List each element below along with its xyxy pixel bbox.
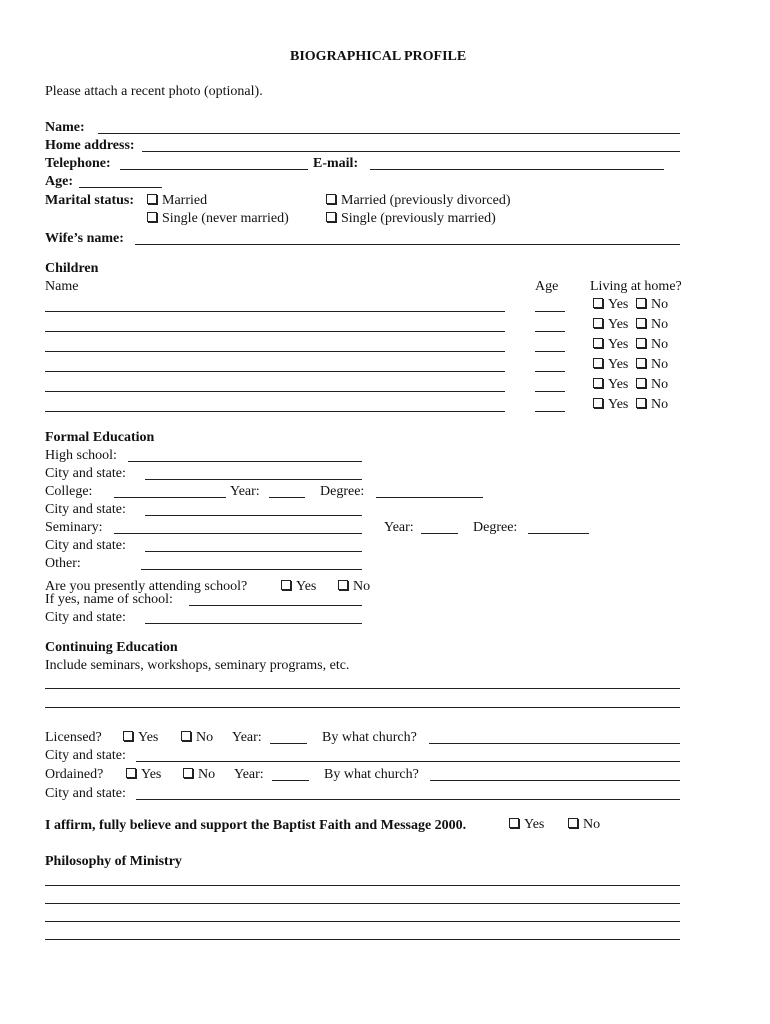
ordained-year-field[interactable] (272, 780, 309, 781)
high-school-city-label: City and state: (45, 466, 126, 481)
affirmation-no-checkbox[interactable] (568, 818, 578, 828)
licensed-city-field[interactable] (136, 761, 680, 762)
child-home-no-text: No (651, 397, 669, 412)
philosophy-line-3[interactable] (45, 921, 680, 922)
affirmation-yes-checkbox[interactable] (509, 818, 519, 828)
licensed-no-text: No (196, 730, 214, 745)
seminary-city-label: City and state: (45, 538, 126, 553)
child-home-no-text: No (651, 317, 669, 332)
child-name-field[interactable] (45, 391, 505, 392)
ordained-church-field[interactable] (430, 780, 680, 781)
high-school-label: High school: (45, 448, 117, 463)
school-city-field[interactable] (145, 623, 362, 624)
home-address-field[interactable] (142, 151, 680, 152)
child-name-field[interactable] (45, 411, 505, 412)
child-home-yes-checkbox[interactable] (593, 358, 603, 368)
photo-note: Please attach a recent photo (optional). (45, 84, 263, 99)
seminary-degree-label: Degree: (473, 520, 518, 535)
affirmation-statement: I affirm, fully believe and support the Baptist Faith and Message 2000. (45, 818, 467, 833)
child-home-no-text: No (651, 297, 669, 312)
child-age-field[interactable] (535, 391, 565, 392)
single-prev-option[interactable] (326, 211, 496, 227)
email-field[interactable] (370, 169, 664, 170)
married-prev-divorced-text: Married (previously divorced) (341, 193, 511, 208)
children-home-column: Living at home? (590, 279, 682, 294)
licensed-yes-text: Yes (138, 730, 159, 745)
child-home-yes-text: Yes (608, 297, 629, 312)
name-field[interactable] (98, 133, 680, 134)
seminary-field[interactable] (114, 533, 362, 534)
child-home-yes-text: Yes (608, 337, 629, 352)
college-field[interactable] (114, 497, 226, 498)
school-name-field[interactable] (189, 605, 362, 606)
children-age-column: Age (535, 279, 559, 294)
ordained-city-field[interactable] (136, 799, 680, 800)
licensed-label: Licensed? (45, 730, 102, 745)
ordained-yes-option[interactable] (126, 767, 161, 783)
child-home-yes-checkbox[interactable] (593, 398, 603, 408)
licensed-church-label: By what church? (322, 730, 417, 745)
child-home-yes-option[interactable] (593, 337, 628, 353)
continuing-education-line-1[interactable] (45, 688, 680, 689)
attending-yes-option[interactable] (281, 579, 316, 595)
affirmation-no-option[interactable] (568, 817, 600, 833)
married-prev-divorced-option[interactable] (326, 193, 511, 209)
form-title: BIOGRAPHICAL PROFILE (290, 49, 467, 64)
married-option[interactable] (147, 193, 207, 209)
attending-no-text: No (353, 579, 371, 594)
licensed-yes-checkbox[interactable] (123, 731, 133, 741)
ordained-yes-text: Yes (141, 767, 162, 782)
ordained-no-text: No (198, 767, 216, 782)
wifes-name-label: Wife’s name: (45, 231, 124, 246)
licensed-year-field[interactable] (270, 743, 307, 744)
child-home-yes-checkbox[interactable] (593, 318, 603, 328)
child-home-no-checkbox[interactable] (636, 358, 646, 368)
other-field[interactable] (141, 569, 362, 570)
home-address-label: Home address: (45, 138, 135, 153)
marital-status-label: Marital status: (45, 193, 135, 208)
single-never-option[interactable] (147, 211, 289, 227)
child-home-no-checkbox[interactable] (636, 398, 646, 408)
ordained-church-label: By what church? (324, 767, 419, 782)
college-year-label: Year: (230, 484, 260, 499)
child-home-yes-checkbox[interactable] (593, 378, 603, 388)
seminary-label: Seminary: (45, 520, 103, 535)
wifes-name-field[interactable] (135, 244, 680, 245)
philosophy-line-2[interactable] (45, 903, 680, 904)
licensed-yes-option[interactable] (123, 730, 158, 746)
affirmation-yes-option[interactable] (509, 817, 544, 833)
child-home-no-text: No (651, 357, 669, 372)
child-home-yes-text: Yes (608, 317, 629, 332)
child-age-field[interactable] (535, 331, 565, 332)
college-degree-label: Degree: (320, 484, 365, 499)
child-home-yes-checkbox[interactable] (593, 338, 603, 348)
licensed-year-label: Year: (232, 730, 262, 745)
philosophy-line-1[interactable] (45, 885, 680, 886)
children-heading: Children (45, 261, 99, 276)
college-city-field[interactable] (145, 515, 362, 516)
child-home-no-checkbox[interactable] (636, 378, 646, 388)
college-degree-field[interactable] (376, 497, 483, 498)
affirmation-no-text: No (583, 817, 601, 832)
child-home-yes-option[interactable] (593, 357, 628, 373)
licensed-no-checkbox[interactable] (181, 731, 191, 741)
seminary-city-field[interactable] (145, 551, 362, 552)
child-home-yes-checkbox[interactable] (593, 298, 603, 308)
child-home-no-option[interactable] (636, 397, 668, 413)
formal-education-heading: Formal Education (45, 430, 155, 445)
licensed-no-option[interactable] (181, 730, 213, 746)
college-label: College: (45, 484, 93, 499)
continuing-education-note: Include seminars, workshops, seminary programs, etc. (45, 658, 350, 673)
child-home-yes-text: Yes (608, 377, 629, 392)
single-prev-checkbox[interactable] (326, 212, 336, 222)
attending-yes-text: Yes (296, 579, 317, 594)
child-age-field[interactable] (535, 311, 565, 312)
child-home-no-checkbox[interactable] (636, 298, 646, 308)
child-home-no-checkbox[interactable] (636, 338, 646, 348)
child-home-yes-text: Yes (608, 397, 629, 412)
child-name-field[interactable] (45, 331, 505, 332)
licensed-city-label: City and state: (45, 748, 126, 763)
married-prev-divorced-checkbox[interactable] (326, 194, 336, 204)
child-home-no-option[interactable] (636, 297, 668, 313)
child-home-no-text: No (651, 337, 669, 352)
child-home-yes-option[interactable] (593, 297, 628, 313)
single-never-checkbox[interactable] (147, 212, 157, 222)
ordained-city-label: City and state: (45, 786, 126, 801)
child-home-no-option[interactable] (636, 357, 668, 373)
telephone-field[interactable] (120, 169, 308, 170)
seminary-year-label: Year: (384, 520, 414, 535)
email-label: E-mail: (313, 156, 359, 171)
child-home-yes-option[interactable] (593, 377, 628, 393)
child-name-field[interactable] (45, 371, 505, 372)
ordained-no-checkbox[interactable] (183, 768, 193, 778)
attending-yes-checkbox[interactable] (281, 580, 291, 590)
school-city-label: City and state: (45, 610, 126, 625)
high-school-field[interactable] (128, 461, 362, 462)
child-age-field[interactable] (535, 371, 565, 372)
continuing-education-line-2[interactable] (45, 707, 680, 708)
high-school-city-field[interactable] (145, 479, 362, 480)
child-age-field[interactable] (535, 411, 565, 412)
children-name-column: Name (45, 279, 79, 294)
ordained-label: Ordained? (45, 767, 104, 782)
seminary-year-field[interactable] (421, 533, 458, 534)
child-home-no-option[interactable] (636, 337, 668, 353)
attending-question: Are you presently attending school? (45, 579, 248, 594)
ordained-year-label: Year: (234, 767, 264, 782)
child-name-field[interactable] (45, 311, 505, 312)
telephone-label: Telephone: (45, 156, 111, 171)
single-prev-text: Single (previously married) (341, 211, 496, 226)
licensed-church-field[interactable] (429, 743, 680, 744)
seminary-degree-field[interactable] (528, 533, 589, 534)
child-home-yes-text: Yes (608, 357, 629, 372)
name-label: Name: (45, 120, 85, 135)
single-never-text: Single (never married) (162, 211, 289, 226)
affirmation-yes-text: Yes (524, 817, 545, 832)
married-text: Married (162, 193, 208, 208)
child-home-no-option[interactable] (636, 317, 668, 333)
ordained-no-option[interactable] (183, 767, 215, 783)
child-home-no-checkbox[interactable] (636, 318, 646, 328)
child-home-no-option[interactable] (636, 377, 668, 393)
child-home-no-text: No (651, 377, 669, 392)
attending-no-checkbox[interactable] (338, 580, 348, 590)
attending-no-option[interactable] (338, 579, 370, 595)
philosophy-line-4[interactable] (45, 939, 680, 940)
child-age-field[interactable] (535, 351, 565, 352)
child-name-field[interactable] (45, 351, 505, 352)
other-label: Other: (45, 556, 81, 571)
age-field[interactable] (79, 187, 162, 188)
school-name-label: If yes, name of school: (45, 592, 173, 607)
college-city-label: City and state: (45, 502, 126, 517)
continuing-education-heading: Continuing Education (45, 640, 178, 655)
age-label: Age: (45, 174, 73, 189)
child-home-yes-option[interactable] (593, 317, 628, 333)
college-year-field[interactable] (269, 497, 305, 498)
child-home-yes-option[interactable] (593, 397, 628, 413)
philosophy-heading: Philosophy of Ministry (45, 854, 182, 869)
married-checkbox[interactable] (147, 194, 157, 204)
ordained-yes-checkbox[interactable] (126, 768, 136, 778)
